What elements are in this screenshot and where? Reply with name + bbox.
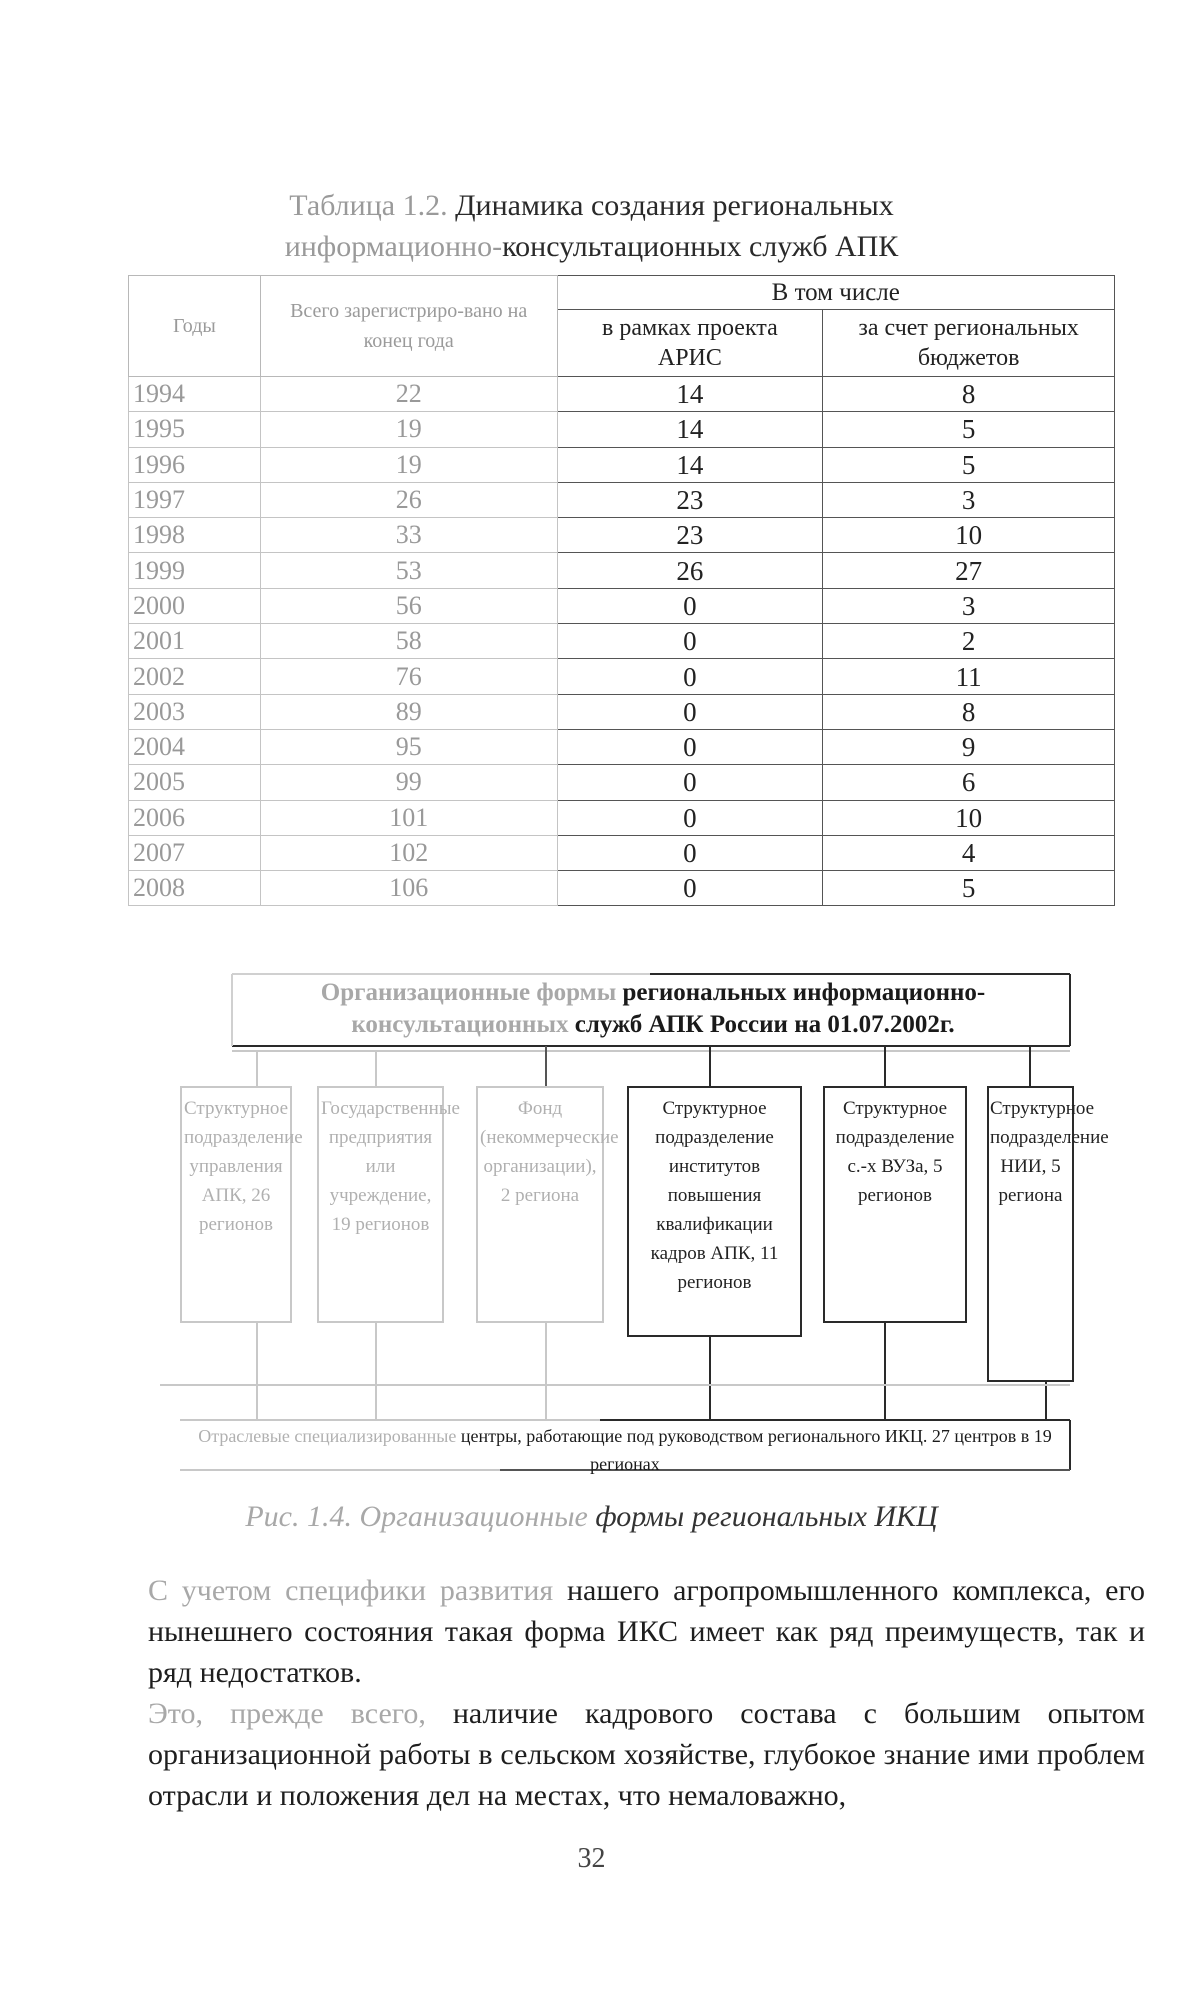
cell-aris: 14 xyxy=(557,377,823,412)
cell-year: 2008 xyxy=(129,871,261,906)
cell-year: 2006 xyxy=(129,800,261,835)
cell-total: 99 xyxy=(260,765,557,800)
header-total: Всего зарегистриро-вано на конец года xyxy=(260,276,557,377)
cell-aris: 0 xyxy=(557,659,823,694)
cell-total: 106 xyxy=(260,871,557,906)
diagram-title-line1 xyxy=(240,977,1066,1009)
cell-year: 1995 xyxy=(129,412,261,447)
header-group: В том числе xyxy=(557,276,1114,310)
cell-total: 33 xyxy=(260,518,557,553)
cell-aris: 0 xyxy=(557,800,823,835)
cell-regional: 5 xyxy=(823,412,1115,447)
cell-regional: 10 xyxy=(823,518,1115,553)
diagram-title xyxy=(240,977,1066,1041)
cell-aris: 14 xyxy=(557,447,823,482)
header-regional: за счет региональных бюджетов xyxy=(823,310,1115,377)
paragraph-1-text: нашего агропромышленного комплекса, его нынешнего состояния такая форма ИКС имеет как ряд преимуществ, так и ряд недостатков. xyxy=(148,1574,1146,1689)
cell-year: 1997 xyxy=(129,482,261,517)
cell-aris: 23 xyxy=(557,482,823,517)
paragraph-1-faded: С учетом специфики развития xyxy=(148,1574,554,1607)
cell-aris: 0 xyxy=(557,624,823,659)
table-caption-title-part2: консультационных служб АПК xyxy=(502,230,899,263)
org-box-research-institute-text: Структурное подразделение НИИ, 5 региона xyxy=(990,1098,1109,1206)
cell-regional: 11 xyxy=(823,659,1115,694)
paragraph-2-faded: Это, прежде всего, xyxy=(148,1697,426,1730)
org-box-state-enterprise-text: Государственные предприятия или учреждение, 19 регионов xyxy=(321,1098,460,1235)
table-caption-title-part1: Динамика создания региональных xyxy=(455,189,894,222)
page-number: 32 xyxy=(577,1843,606,1874)
cell-year: 1996 xyxy=(129,447,261,482)
cell-year: 2007 xyxy=(129,835,261,870)
cell-aris: 23 xyxy=(557,518,823,553)
cell-aris: 0 xyxy=(557,871,823,906)
cell-year: 1994 xyxy=(129,377,261,412)
cell-regional: 10 xyxy=(823,800,1115,835)
org-box-management xyxy=(180,1086,303,1323)
cell-total: 89 xyxy=(260,694,557,729)
diagram-bottom-faded: Отраслевые специализированные xyxy=(198,1426,457,1446)
diagram-title-line2 xyxy=(240,1009,1066,1041)
cell-total: 19 xyxy=(260,447,557,482)
cell-aris: 0 xyxy=(557,588,823,623)
cell-aris: 0 xyxy=(557,694,823,729)
diagram-title-part1: региональных информационно- xyxy=(622,979,986,1006)
cell-regional: 4 xyxy=(823,835,1115,870)
cell-regional: 8 xyxy=(823,694,1115,729)
cell-aris: 0 xyxy=(557,729,823,764)
figure-caption-text: формы региональных ИКЦ xyxy=(595,1500,938,1533)
diagram-bottom-text: центры, работающие под руководством регионального ИКЦ. 27 центров в 19 регионах xyxy=(460,1426,1052,1474)
diagram-title-part2: служб АПК России на 01.07.2002г. xyxy=(574,1011,955,1038)
table-caption-title-faded: информационно- xyxy=(284,230,503,263)
cell-regional: 5 xyxy=(823,871,1115,906)
cell-regional: 5 xyxy=(823,447,1115,482)
cell-total: 22 xyxy=(260,377,557,412)
org-box-fund-text: Фонд (некоммерческие организации), 2 региона xyxy=(480,1098,619,1206)
cell-regional: 8 xyxy=(823,377,1115,412)
cell-regional: 2 xyxy=(823,624,1115,659)
cell-total: 56 xyxy=(260,588,557,623)
cell-total: 101 xyxy=(260,800,557,835)
cell-year: 2005 xyxy=(129,765,261,800)
table-caption-number: Таблица 1.2. xyxy=(289,189,448,222)
figure-caption xyxy=(0,1500,1183,1534)
org-box-fund xyxy=(476,1086,619,1323)
org-box-training-institutes-text: Структурное подразделение институтов повышения квалификации кадров АПК, 11 регионов xyxy=(650,1098,779,1293)
cell-year: 1998 xyxy=(129,518,261,553)
cell-total: 53 xyxy=(260,553,557,588)
cell-aris: 0 xyxy=(557,835,823,870)
cell-total: 95 xyxy=(260,729,557,764)
cell-year: 2002 xyxy=(129,659,261,694)
cell-year: 1999 xyxy=(129,553,261,588)
org-box-university xyxy=(823,1086,967,1323)
cell-year: 2001 xyxy=(129,624,261,659)
paragraph-2 xyxy=(148,1693,1145,1816)
cell-aris: 14 xyxy=(557,412,823,447)
cell-year: 2000 xyxy=(129,588,261,623)
cell-regional: 3 xyxy=(823,482,1115,517)
diagram-title-faded2: консультационных xyxy=(351,1011,569,1038)
cell-year: 2003 xyxy=(129,694,261,729)
org-box-management-text: Структурное подразделение управления АПК, 26 регионов xyxy=(184,1098,303,1235)
cell-total: 102 xyxy=(260,835,557,870)
org-box-research-institute xyxy=(987,1086,1109,1382)
cell-aris: 0 xyxy=(557,765,823,800)
cell-regional: 9 xyxy=(823,729,1115,764)
org-box-training-institutes xyxy=(627,1086,802,1337)
cell-regional: 3 xyxy=(823,588,1115,623)
cell-total: 26 xyxy=(260,482,557,517)
figure-caption-number: Рис. 1.4. Организационные xyxy=(245,1500,588,1533)
header-aris: в рамках проекта АРИС xyxy=(557,310,823,377)
paragraph-1 xyxy=(148,1570,1145,1693)
cell-regional: 6 xyxy=(823,765,1115,800)
paragraph-2-text: наличие кадрового состава с большим опытом организационной работы в сельском хозяйстве, глубокое знание ими проблем отрасли и положения дел на местах, что немаловажно, xyxy=(148,1697,1145,1812)
cell-total: 76 xyxy=(260,659,557,694)
cell-total: 58 xyxy=(260,624,557,659)
org-box-university-text: Структурное подразделение с.-х ВУЗа, 5 регионов xyxy=(835,1098,955,1206)
cell-total: 19 xyxy=(260,412,557,447)
cell-aris: 26 xyxy=(557,553,823,588)
cell-regional: 27 xyxy=(823,553,1115,588)
cell-year: 2004 xyxy=(129,729,261,764)
header-years: Годы xyxy=(129,276,261,377)
diagram-bottom-box xyxy=(182,1422,1068,1478)
org-box-state-enterprise xyxy=(317,1086,460,1323)
diagram-title-faded1: Организационные формы xyxy=(320,979,617,1006)
